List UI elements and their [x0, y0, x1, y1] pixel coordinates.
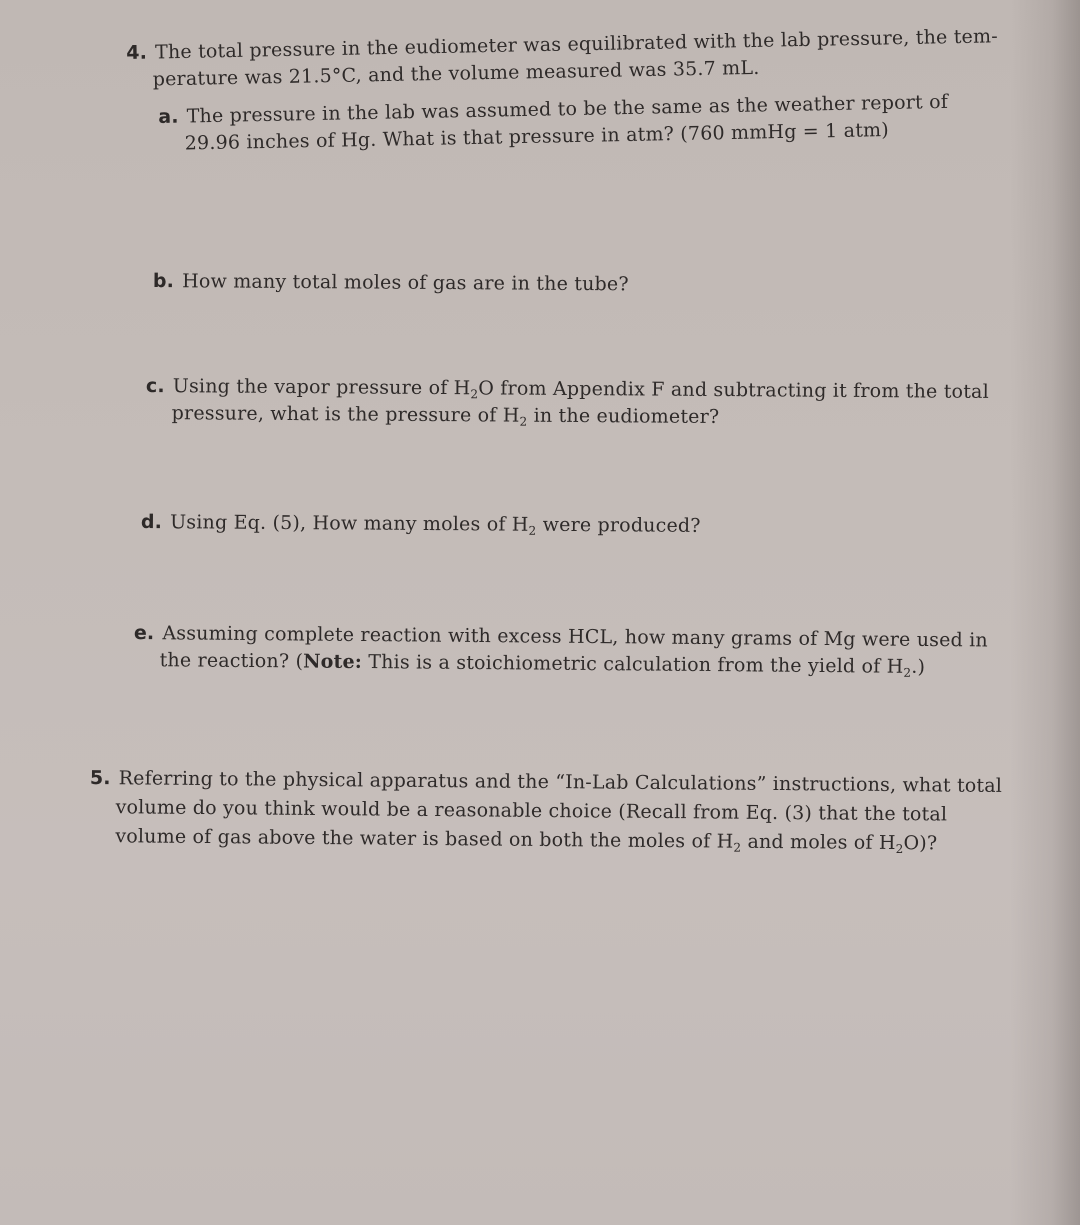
- question-4a-line-2: 29.96 inches of Hg. What is that pressure in atm? (760 mmHg = 1 atm): [184, 118, 890, 155]
- text-fragment: This is a stoichiometric calculation from the yield of H: [361, 650, 904, 678]
- question-4b: [153, 268, 629, 298]
- question-4b-line-1: [153, 268, 629, 298]
- sub-question-label: c.: [145, 374, 165, 398]
- question-5: [89, 764, 1002, 859]
- subscript: 2: [519, 414, 528, 429]
- text-fragment: and moles of H: [741, 830, 896, 855]
- subscript: 2: [895, 842, 904, 857]
- text-fragment: O from Appendix F and subtracting it from the total: [478, 377, 989, 403]
- question-4a: [158, 89, 949, 158]
- text-fragment: in the eudiometer?: [527, 404, 720, 429]
- question-4: [126, 23, 999, 94]
- sub-question-text: The pressure in the lab was assumed to be the same as the weather report of: [186, 90, 949, 128]
- note-label: Note:: [303, 650, 363, 673]
- text-fragment: Using Eq. (5), How many moles of H: [170, 511, 529, 536]
- sub-question-text: Assuming complete reaction with excess HCL, how many grams of Mg were used in: [162, 622, 989, 652]
- question-4-line-2: perature was 21.5°C, and the volume measured was 35.7 mL.: [152, 56, 760, 91]
- subscript: 2: [470, 387, 479, 402]
- text-fragment: O)?: [903, 832, 938, 855]
- question-5-line-2: volume do you think would be a reasonable choice (Recall from Eq. (3) that the total: [115, 796, 948, 826]
- text-fragment: pressure, what is the pressure of H: [171, 402, 520, 427]
- sub-question-label: a.: [158, 105, 179, 128]
- subscript: 2: [528, 523, 537, 538]
- text-fragment: Using the vapor pressure of H: [172, 375, 471, 400]
- page-edge-shadow: [1010, 0, 1080, 1225]
- question-text: Referring to the physical apparatus and the “In-Lab Calculations” instructions, what total: [118, 767, 1003, 797]
- question-text: The total pressure in the eudiometer was equilibrated with the lab pressure, the tem-: [154, 25, 999, 64]
- question-4e: [134, 620, 989, 681]
- text-fragment: .): [911, 655, 926, 678]
- text-fragment: the reaction? (: [159, 649, 304, 673]
- text-fragment: volume of gas above the water is based on both the moles of H: [115, 825, 734, 853]
- subscript: 2: [903, 665, 912, 680]
- sub-question-label: e.: [133, 621, 155, 645]
- sub-question-label: b.: [152, 269, 175, 293]
- question-number: 5.: [89, 766, 111, 790]
- sub-question-text: How many total moles of gas are in the tube?: [182, 270, 629, 296]
- text-fragment: were produced?: [536, 513, 701, 537]
- subscript: 2: [733, 840, 742, 855]
- question-4d-line-1: [141, 509, 701, 540]
- sub-question-label: d.: [140, 510, 163, 534]
- question-number: 4.: [126, 41, 148, 64]
- question-4c: [146, 373, 989, 433]
- question-4d: [141, 509, 701, 540]
